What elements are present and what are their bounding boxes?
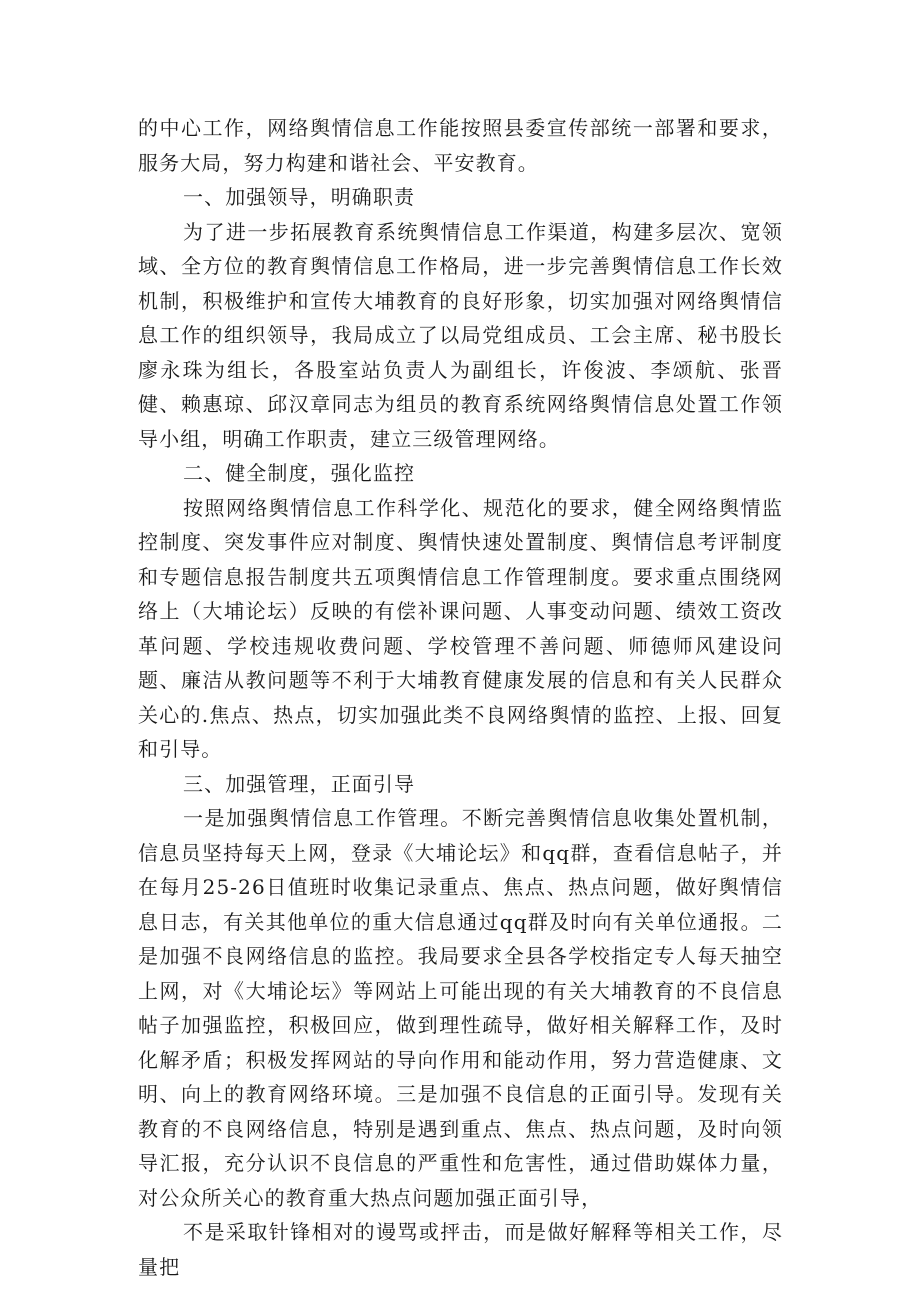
paragraph-management: 一是加强舆情信息工作管理。不断完善舆情信息收集处置机制，信息员坚持每天上网，登录《大埔论坛》和qq群，查看信息帖子，并在每月25-26日值班时收集记录重点、焦点、热点问题，做好舆情信息日志，有关其他单位的重大信息通过qq群及时向有关单位通报。二是加强不良网络信息的监控。我局要求全县各学校指定专人每天抽空上网，对《大埔论坛》等网站上可能出现的有关大埔教育的不良信息帖子加强监控，积极回应，做到理性疏导，做好相关解释工作，及时化解矛盾；积极发挥网站的导向作用和能动作用，努力营造健康、文明、向上的教育网络环境。三是加强不良信息的正面引导。发现有关教育的不良网络信息，特别是遇到重点、焦点、热点问题，及时向领导汇报，充分认识不良信息的严重性和危害性，通过借助媒体力量，对公众所关心的教育重大热点问题加强正面引导，	[138, 806, 783, 1210]
section-heading-3: 三、加强管理，正面引导	[183, 771, 416, 796]
section-heading-2: 二、健全制度，强化监控	[183, 461, 416, 485]
paragraph-systems: 按照网络舆情信息工作科学化、规范化的要求，健全网络舆情监控制度、突发事件应对制度、舆情快速处置制度、舆情信息考评制度和专题信息报告制度共五项舆情信息工作管理制度。要求重点围绕网络上（大埔论坛）反映的有偿补课问题、人事变动问题、绩效工资改革问题、学校违规收费问题、学校管理不善问题、师德师风建设问题、廉洁从教问题等不利于大埔教育健康发展的信息和有关人民群众关心的.焦点、热点，切实加强此类不良网络舆情的监控、上报、回复和引导。	[138, 495, 783, 761]
document-body	[138, 111, 783, 1284]
paragraph-leadership: 为了进一步拓展教育系统舆情信息工作渠道，构建多层次、宽领域、全方位的教育舆情信息工作格局，进一步完善舆情信息工作长效机制，积极维护和宣传大埔教育的良好形象，切实加强对网络舆情信息工作的组织领导，我局成立了以局党组成员、工会主席、秘书股长廖永珠为组长，各股室站负责人为副组长，许俊波、李颂航、张晋健、赖惠琼、邱汉章同志为组员的教育系统网络舆情信息处置工作领导小组，明确工作职责，建立三级管理网络。	[138, 219, 783, 451]
paragraph-trailing: 不是采取针锋相对的谩骂或抨击，而是做好解释等相关工作，尽量把	[138, 1220, 783, 1279]
paragraph-continuation: 的中心工作，网络舆情信息工作能按照县委宣传部统一部署和要求，服务大局，努力构建和谐社会、平安教育。	[138, 116, 783, 175]
section-heading-1: 一、加强领导，明确职责	[183, 185, 416, 209]
